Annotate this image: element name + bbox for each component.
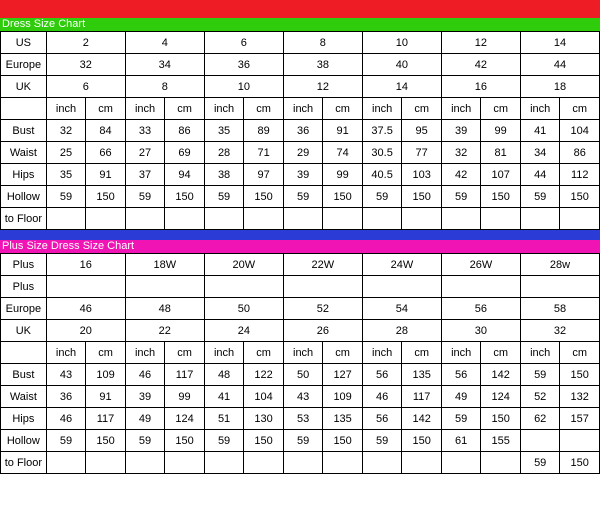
cell-empty [323, 208, 363, 230]
cell: 124 [165, 408, 205, 430]
cell: 86 [560, 142, 600, 164]
cell: 71 [244, 142, 284, 164]
cell: 59 [520, 364, 560, 386]
unit-inch: inch [441, 98, 481, 120]
cell: 32 [46, 120, 86, 142]
cell-empty [86, 452, 126, 474]
cell: 150 [86, 430, 126, 452]
cell: 41 [204, 386, 244, 408]
cell: 48 [204, 364, 244, 386]
cell: 48 [125, 298, 204, 320]
cell: 94 [165, 164, 205, 186]
cell: 89 [244, 120, 284, 142]
cell: 59 [520, 452, 560, 474]
cell: 150 [323, 186, 363, 208]
cell: 6 [204, 32, 283, 54]
cell: 150 [481, 186, 521, 208]
unit-cm: cm [165, 342, 205, 364]
cell: 150 [402, 430, 442, 452]
cell: 26 [283, 320, 362, 342]
cell: 22 [125, 320, 204, 342]
cell: 56 [441, 364, 481, 386]
cell: 14 [362, 76, 441, 98]
cell-empty [283, 452, 323, 474]
green-banner [0, 18, 600, 31]
cell: 59 [362, 186, 402, 208]
cell-empty [125, 276, 204, 298]
cell: 25 [46, 142, 86, 164]
cell: 150 [560, 364, 600, 386]
cell: 61 [441, 430, 481, 452]
cell-empty [244, 452, 284, 474]
row-label-hips: Hips [1, 164, 47, 186]
cell: 32 [520, 320, 599, 342]
cell: 77 [402, 142, 442, 164]
cell-empty [560, 208, 600, 230]
cell: 2 [46, 32, 125, 54]
unit-cm: cm [323, 342, 363, 364]
red-banner [0, 0, 600, 18]
cell-empty [165, 208, 205, 230]
cell: 104 [560, 120, 600, 142]
unit-cm: cm [560, 342, 600, 364]
cell-empty [560, 430, 600, 452]
row-label-europe: Europe [1, 54, 47, 76]
cell: 91 [86, 386, 126, 408]
cell-empty [125, 208, 165, 230]
cell: 69 [165, 142, 205, 164]
cell: 62 [520, 408, 560, 430]
cell: 44 [520, 164, 560, 186]
cell: 49 [125, 408, 165, 430]
cell: 10 [362, 32, 441, 54]
cell: 157 [560, 408, 600, 430]
row-label-hollow-line2: to Floor [1, 452, 47, 474]
cell-empty [481, 452, 521, 474]
row-label-bust: Bust [1, 120, 47, 142]
table-row [1, 276, 600, 298]
cell: 109 [323, 386, 363, 408]
cell: 74 [323, 142, 363, 164]
table-row [1, 164, 600, 186]
cell: 124 [481, 386, 521, 408]
cell: 59 [362, 430, 402, 452]
cell: 14 [520, 32, 599, 54]
cell: 109 [86, 364, 126, 386]
table-row [1, 120, 600, 142]
cell: 46 [46, 408, 86, 430]
cell: 12 [441, 32, 520, 54]
cell: 130 [244, 408, 284, 430]
unit-inch: inch [204, 342, 244, 364]
cell: 52 [520, 386, 560, 408]
cell: 99 [323, 164, 363, 186]
unit-inch: inch [46, 98, 86, 120]
cell: 37 [125, 164, 165, 186]
cell: 127 [323, 364, 363, 386]
cell: 16 [46, 254, 125, 276]
cell-empty [520, 276, 599, 298]
unit-cm: cm [244, 98, 284, 120]
cell: 117 [86, 408, 126, 430]
cell: 150 [86, 186, 126, 208]
unit-cm: cm [86, 342, 126, 364]
cell: 36 [204, 54, 283, 76]
cell: 132 [560, 386, 600, 408]
table-row-units [1, 98, 600, 120]
cell: 59 [283, 186, 323, 208]
cell: 41 [520, 120, 560, 142]
cell: 150 [481, 408, 521, 430]
cell: 142 [402, 408, 442, 430]
cell: 103 [402, 164, 442, 186]
cell-empty [244, 208, 284, 230]
table-row [1, 364, 600, 386]
cell: 46 [362, 386, 402, 408]
unit-inch: inch [283, 98, 323, 120]
table-row [1, 186, 600, 208]
cell: 59 [46, 186, 86, 208]
cell: 99 [165, 386, 205, 408]
table-row-units [1, 342, 600, 364]
row-label-plus: Plus [1, 254, 47, 276]
cell: 104 [244, 386, 284, 408]
cell: 54 [362, 298, 441, 320]
cell: 95 [402, 120, 442, 142]
cell: 150 [560, 186, 600, 208]
row-label-bust: Bust [1, 364, 47, 386]
cell: 59 [125, 186, 165, 208]
cell-empty [402, 208, 442, 230]
cell: 30.5 [362, 142, 402, 164]
cell: 59 [125, 430, 165, 452]
cell-empty [362, 276, 441, 298]
row-label-waist: Waist [1, 142, 47, 164]
cell: 59 [283, 430, 323, 452]
table-row [1, 452, 600, 474]
cell: 33 [125, 120, 165, 142]
table-row [1, 430, 600, 452]
cell: 16 [441, 76, 520, 98]
cell: 59 [441, 186, 481, 208]
cell: 66 [86, 142, 126, 164]
cell-empty [520, 208, 560, 230]
cell: 24W [362, 254, 441, 276]
cell: 112 [560, 164, 600, 186]
blue-banner [0, 230, 600, 240]
cell: 28 [362, 320, 441, 342]
cell-empty [481, 208, 521, 230]
unit-inch: inch [204, 98, 244, 120]
cell: 150 [165, 430, 205, 452]
cell: 59 [204, 430, 244, 452]
cell: 150 [560, 452, 600, 474]
cell: 40 [362, 54, 441, 76]
cell: 34 [520, 142, 560, 164]
cell-empty [441, 276, 520, 298]
cell: 81 [481, 142, 521, 164]
unit-inch: inch [283, 342, 323, 364]
cell: 117 [165, 364, 205, 386]
row-label-hips: Hips [1, 408, 47, 430]
row-label-waist: Waist [1, 386, 47, 408]
cell: 26W [441, 254, 520, 276]
unit-cm: cm [481, 342, 521, 364]
cell-empty [204, 452, 244, 474]
unit-inch: inch [46, 342, 86, 364]
cell: 38 [283, 54, 362, 76]
cell: 91 [323, 120, 363, 142]
cell-empty [46, 452, 86, 474]
cell: 29 [283, 142, 323, 164]
cell: 84 [86, 120, 126, 142]
unit-cm: cm [402, 342, 442, 364]
cell: 99 [481, 120, 521, 142]
unit-cm: cm [165, 98, 205, 120]
cell: 28w [520, 254, 599, 276]
cell: 117 [402, 386, 442, 408]
cell: 32 [46, 54, 125, 76]
cell: 97 [244, 164, 284, 186]
cell: 135 [402, 364, 442, 386]
cell-empty [520, 430, 560, 452]
row-label-plus-secondary: Plus [1, 276, 47, 298]
cell: 59 [204, 186, 244, 208]
row-label-uk: UK [1, 320, 47, 342]
cell: 56 [362, 364, 402, 386]
row-label-uk: UK [1, 76, 47, 98]
cell: 56 [362, 408, 402, 430]
cell: 150 [402, 186, 442, 208]
cell: 46 [125, 364, 165, 386]
table-row [1, 76, 600, 98]
cell: 35 [204, 120, 244, 142]
cell: 86 [165, 120, 205, 142]
unit-cm: cm [86, 98, 126, 120]
magenta-banner [0, 240, 600, 253]
cell: 35 [46, 164, 86, 186]
unit-inch: inch [441, 342, 481, 364]
cell: 8 [125, 76, 204, 98]
cell-empty [283, 208, 323, 230]
unit-inch: inch [520, 342, 560, 364]
cell: 42 [441, 54, 520, 76]
unit-inch: inch [125, 98, 165, 120]
row-label-units [1, 98, 47, 120]
cell: 56 [441, 298, 520, 320]
cell: 150 [165, 186, 205, 208]
cell: 6 [46, 76, 125, 98]
cell: 150 [244, 186, 284, 208]
cell-empty [441, 452, 481, 474]
cell: 142 [481, 364, 521, 386]
table-row [1, 408, 600, 430]
row-label-europe: Europe [1, 298, 47, 320]
cell: 27 [125, 142, 165, 164]
table-row [1, 208, 600, 230]
cell-empty [46, 208, 86, 230]
cell: 59 [46, 430, 86, 452]
cell: 34 [125, 54, 204, 76]
cell: 36 [283, 120, 323, 142]
cell: 44 [520, 54, 599, 76]
cell: 10 [204, 76, 283, 98]
cell: 39 [441, 120, 481, 142]
unit-inch: inch [362, 342, 402, 364]
cell-empty [362, 208, 402, 230]
row-label-us: US [1, 32, 47, 54]
cell-empty [323, 452, 363, 474]
cell: 43 [283, 386, 323, 408]
table-row [1, 386, 600, 408]
cell: 38 [204, 164, 244, 186]
unit-cm: cm [560, 98, 600, 120]
table-row [1, 54, 600, 76]
cell: 150 [244, 430, 284, 452]
cell: 50 [283, 364, 323, 386]
cell-empty [204, 276, 283, 298]
dress-size-chart-table [0, 31, 600, 230]
unit-inch: inch [125, 342, 165, 364]
cell: 42 [441, 164, 481, 186]
cell: 150 [323, 430, 363, 452]
cell: 8 [283, 32, 362, 54]
cell: 107 [481, 164, 521, 186]
cell: 59 [441, 408, 481, 430]
table-row [1, 142, 600, 164]
plus-size-dress-size-chart-title: Plus Size Dress Size Chart [2, 240, 135, 252]
cell: 24 [204, 320, 283, 342]
cell: 39 [125, 386, 165, 408]
cell: 20 [46, 320, 125, 342]
cell: 12 [283, 76, 362, 98]
unit-cm: cm [244, 342, 284, 364]
cell: 51 [204, 408, 244, 430]
cell: 20W [204, 254, 283, 276]
cell: 28 [204, 142, 244, 164]
cell: 58 [520, 298, 599, 320]
cell-empty [125, 452, 165, 474]
dress-size-chart-title: Dress Size Chart [2, 18, 86, 30]
cell: 37.5 [362, 120, 402, 142]
unit-inch: inch [362, 98, 402, 120]
row-label-hollow-line1: Hollow [1, 186, 47, 208]
cell: 53 [283, 408, 323, 430]
cell-empty [402, 452, 442, 474]
cell-empty [283, 276, 362, 298]
unit-inch: inch [520, 98, 560, 120]
table-row [1, 32, 600, 54]
cell-empty [204, 208, 244, 230]
cell: 36 [46, 386, 86, 408]
cell: 40.5 [362, 164, 402, 186]
row-label-hollow-line2: to Floor [1, 208, 47, 230]
cell: 4 [125, 32, 204, 54]
unit-cm: cm [402, 98, 442, 120]
row-label-units [1, 342, 47, 364]
cell: 122 [244, 364, 284, 386]
cell: 50 [204, 298, 283, 320]
cell: 46 [46, 298, 125, 320]
cell: 91 [86, 164, 126, 186]
cell: 39 [283, 164, 323, 186]
table-row [1, 298, 600, 320]
cell: 32 [441, 142, 481, 164]
cell: 18W [125, 254, 204, 276]
cell: 155 [481, 430, 521, 452]
cell: 43 [46, 364, 86, 386]
cell: 49 [441, 386, 481, 408]
cell-empty [362, 452, 402, 474]
cell: 135 [323, 408, 363, 430]
table-row [1, 254, 600, 276]
cell-empty [86, 208, 126, 230]
cell-empty [46, 276, 125, 298]
cell-empty [165, 452, 205, 474]
cell: 18 [520, 76, 599, 98]
unit-cm: cm [323, 98, 363, 120]
unit-cm: cm [481, 98, 521, 120]
row-label-hollow-line1: Hollow [1, 430, 47, 452]
cell: 30 [441, 320, 520, 342]
cell: 52 [283, 298, 362, 320]
cell-empty [441, 208, 481, 230]
cell: 59 [520, 186, 560, 208]
table-row [1, 320, 600, 342]
cell: 22W [283, 254, 362, 276]
plus-size-chart-table [0, 253, 600, 474]
